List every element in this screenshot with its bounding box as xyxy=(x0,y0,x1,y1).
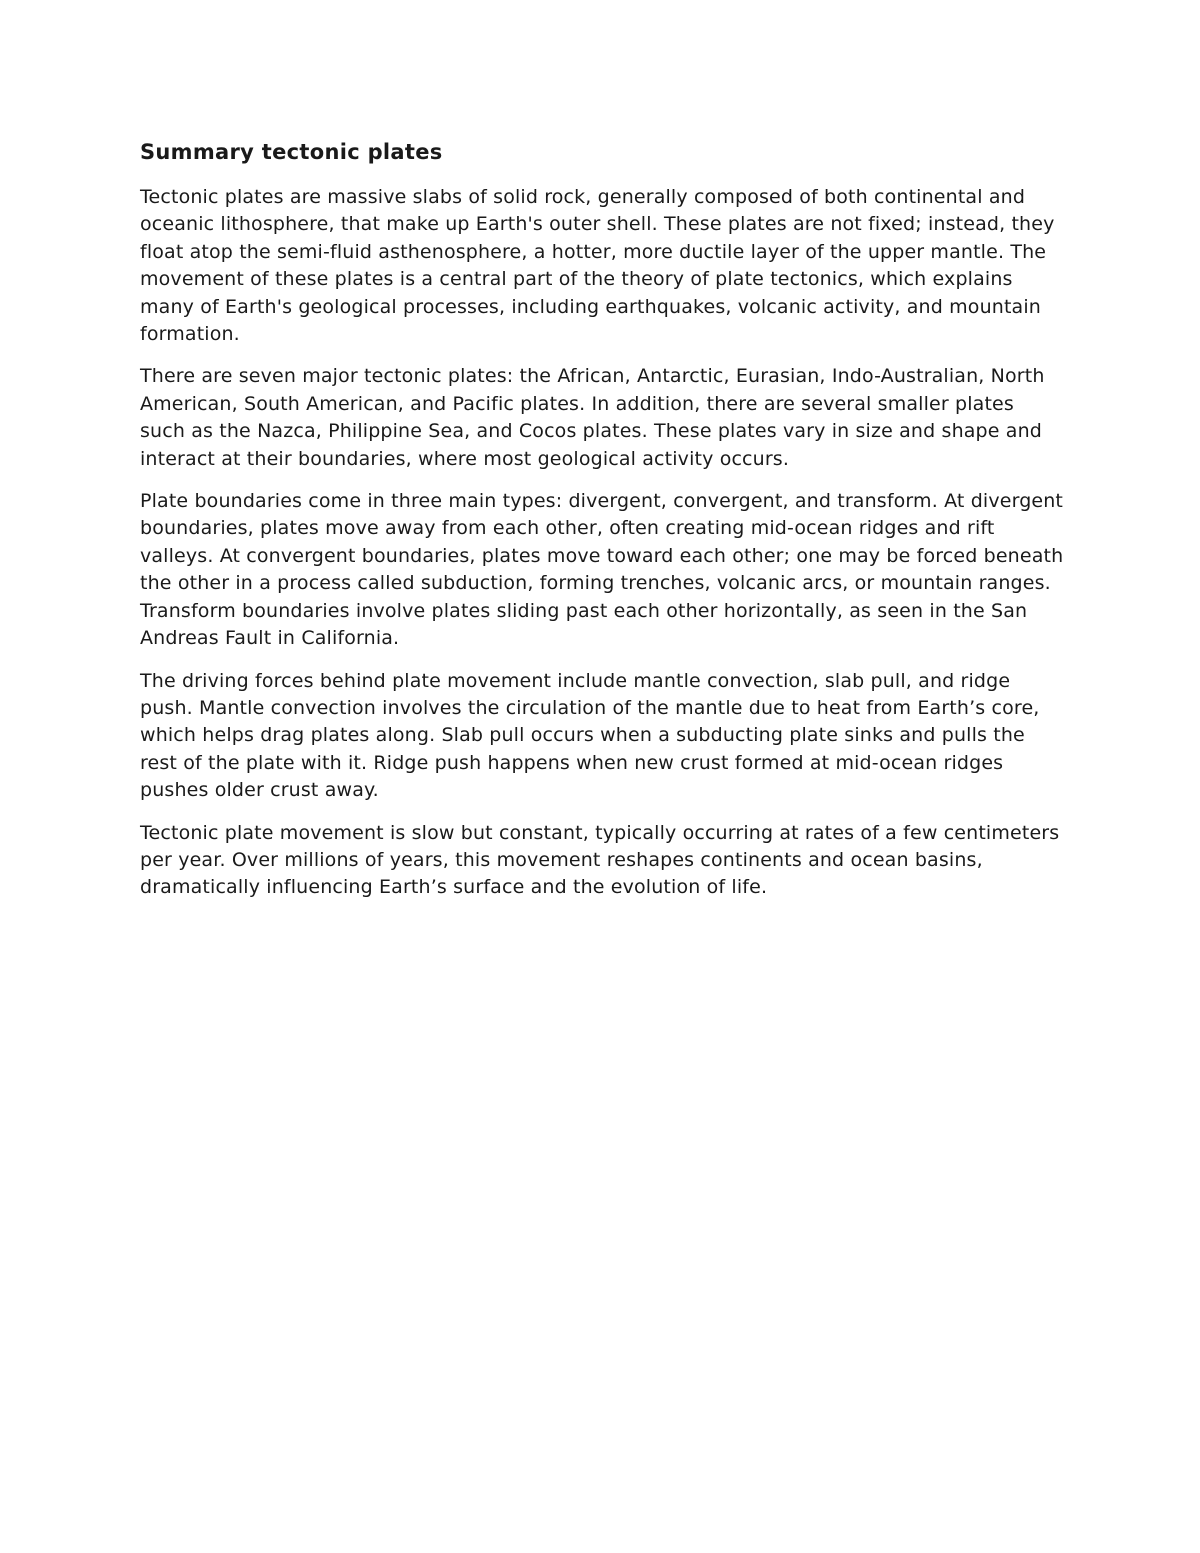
paragraph-5: Tectonic plate movement is slow but constant, typically occurring at rates of a few centimeters per year. Over millions of years, this movement reshapes continents and ocean basins, dramatically influencing Earth’s surface and the evolution of life. xyxy=(140,821,1060,899)
paragraph-4: The driving forces behind plate movement include mantle convection, slab pull, and ridge push. Mantle convection involves the circulation of the mantle due to heat from Earth’s core, which helps drag plates along. Slab pull occurs when a subducting plate sinks and pulls the rest of the plate with it. Ridge push happens when new crust formed at mid-ocean ridges pushes older crust away. xyxy=(140,669,1040,802)
paragraph-1: Tectonic plates are massive slabs of solid rock, generally composed of both continental and oceanic lithosphere, that make up Earth's outer shell. These plates are not fixed; instead, they float atop the semi-fluid asthenosphere, a hotter, more ductile layer of the upper mantle. The movement of these plates is a central part of the theory of plate tectonics, which explains many of Earth's geological processes, including earthquakes, volcanic activity, and mountain formation. xyxy=(140,186,1055,346)
paragraph-2: There are seven major tectonic plates: the African, Antarctic, Eurasian, Indo-Australian, North American, South American, and Pacific plates. In addition, there are several smaller plates such as the Nazca, Philippine Sea, and Cocos plates. These plates vary in size and shape and interact at their boundaries, where most geological activity occurs. xyxy=(140,365,1045,470)
document-body xyxy=(140,138,1065,917)
paragraph-3: Plate boundaries come in three main types: divergent, convergent, and transform. At divergent boundaries, plates move away from each other, often creating mid-ocean ridges and rift valleys. At convergent boundaries, plates move toward each other; one may be forced beneath the other in a process called subduction, forming trenches, volcanic arcs, or mountain ranges. Transform boundaries involve plates sliding past each other horizontally, as seen in the San Andreas Fault in California. xyxy=(140,490,1064,650)
document-title: Summary tectonic plates xyxy=(140,140,443,164)
